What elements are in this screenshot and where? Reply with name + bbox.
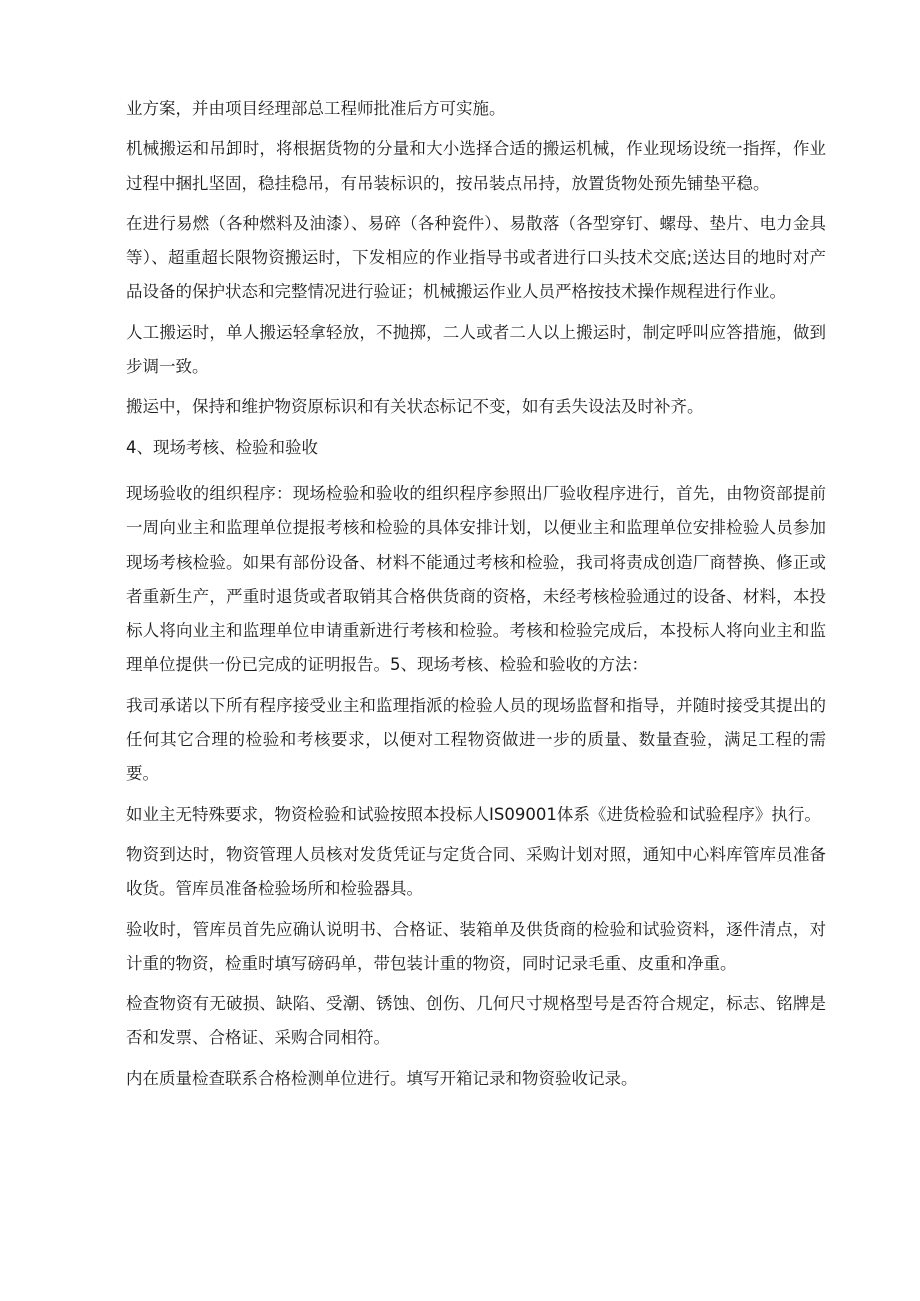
paragraph-iso-standard: 如业主无特殊要求，物资检验和试验按照本投标人IS09001体系《进货检验和试验程序》执行。 <box>126 804 821 824</box>
paragraph-quality-check: 内在质量检查联系合格检测单位进行。填写开箱记录和物资验收记录。 <box>126 1068 638 1088</box>
paragraph-commitment: 我司承诺以下所有程序接受业主和监理指派的检验人员的现场监督和指导，并随时接受其提出的任何其它合理的检验和考核要求，以便对工程物资做进一步的质量、数量查验，满足工程的需要。 <box>126 695 826 784</box>
document-page <box>126 92 826 1102</box>
paragraph-fragile-goods: 在进行易燃（各种燃料及油漆）、易碎（各种瓷件）、易散落（各型穿钉、螺母、垫片、电力金具等）、超重超长限物资搬运时，下发相应的作业指导书或者进行口头技术交底;送达目的地时对产品设备的保护状态和完整情况进行验证；机械搬运作业人员严格按技术操作规程进行作业。 <box>126 213 826 302</box>
paragraph-damage-check: 检查物资有无破损、缺陷、受潮、锈蚀、创伤、几何尺寸规格型号是否符合规定，标志、铭牌是否和发票、合格证、采购合同相符。 <box>126 994 826 1048</box>
paragraph-arrival: 物资到达时，物资管理人员核对发货凭证与定货合同、采购计划对照，通知中心料库管库员准备收货。管库员准备检验场所和检验器具。 <box>126 844 826 899</box>
section-heading: 4、现场考核、检验和验收 <box>126 437 318 457</box>
paragraph-mechanical-handling: 机械搬运和吊卸时，将根据货物的分量和大小选择合适的搬运机械，作业现场设统一指挥，作业过程中捆扎坚固，稳挂稳吊，有吊装标识的，按吊装点吊持，放置货物处预先铺垫平稳。 <box>126 139 826 193</box>
paragraph-inspection: 验收时，管库员首先应确认说明书、合格证、装箱单及供货商的检验和试验资料，逐件清点，对计重的物资，检重时填写磅码单，带包装计重的物资，同时记录毛重、皮重和净重。 <box>126 919 826 973</box>
paragraph-manual-handling: 人工搬运时，单人搬运轻拿轻放，不抛掷，二人或者二人以上搬运时，制定呼叫应答措施，做到步调一致。 <box>126 322 826 377</box>
paragraph-acceptance-procedure: 现场验收的组织程序：现场检验和验收的组织程序参照出厂验收程序进行，首先，由物资部提前一周向业主和监理单位提报考核和检验的具体安排计划，以便业主和监理单位安排检验人员参加现场考核检验。如果有部份设备、材料不能通过考核和检验，我司将责成创造厂商替换、修正或者重新生产，严重时退货或者取销其合格供货商的资格，未经考核检验通过的设备、材料，本投标人将向业主和监理单位申请重新进行考核和检验。考核和检验完成后，本投标人将向业主和监理单位提供一份已完成的证明报告。5、现场考核、检验和验收的方法： <box>126 483 826 675</box>
paragraph-approval: 业方案，并由项目经理部总工程师批准后方可实施。 <box>126 99 506 118</box>
paragraph-labeling: 搬运中，保持和维护物资原标识和有关状态标记不变，如有丢失设法及时补齐。 <box>126 397 704 417</box>
